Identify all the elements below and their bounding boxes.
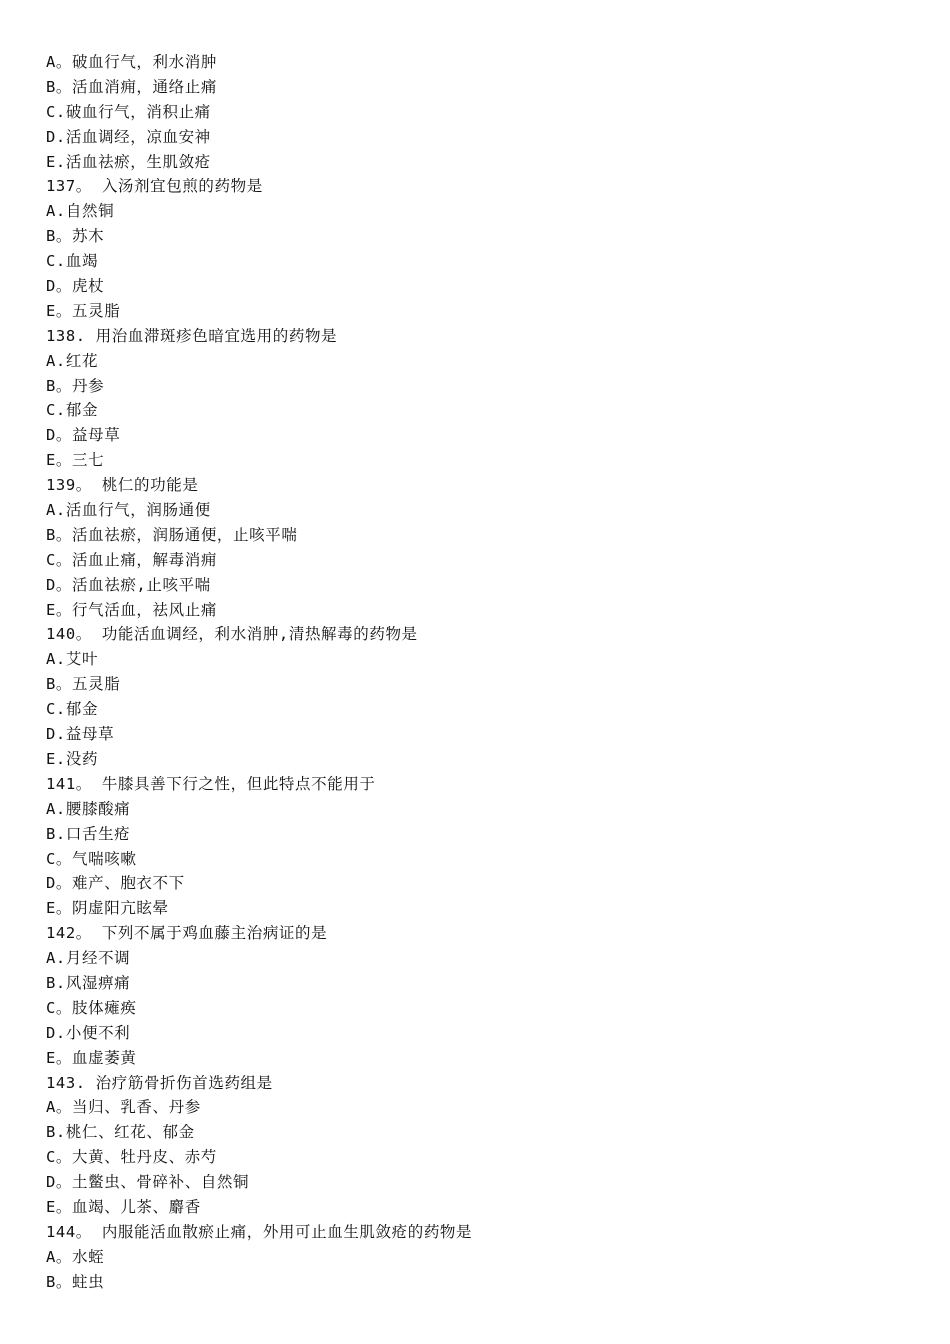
text-line: E。三七 <box>46 451 105 470</box>
text-line: B。蛀虫 <box>46 1272 105 1291</box>
text-line: C。肢体瘫痪 <box>46 998 137 1017</box>
text-line: C.郁金 <box>46 700 99 719</box>
text-line: D。土鳖虫、骨碎补、自然铜 <box>46 1173 250 1192</box>
text-line: E.没药 <box>46 749 99 768</box>
question-line: 141。 牛膝具善下行之性，但此特点不能用于 <box>46 774 376 793</box>
text-line: A.红花 <box>46 351 99 370</box>
text-line: E。阴虚阳亢眩晕 <box>46 899 169 918</box>
text-line: B.风湿痹痛 <box>46 973 131 992</box>
text-line: E。行气活血，祛风止痛 <box>46 600 217 619</box>
text-line: E。血虚萎黄 <box>46 1048 137 1067</box>
text-line: B。苏木 <box>46 227 105 246</box>
text-line: A.腰膝酸痛 <box>46 799 131 818</box>
question-line: 138. 用治血滞斑疹色暗宜选用的药物是 <box>46 326 338 345</box>
text-line: D。益母草 <box>46 426 121 445</box>
question-line: 139。 桃仁的功能是 <box>46 476 199 495</box>
text-line: B。五灵脂 <box>46 675 121 694</box>
text-line: C。活血止痛，解毒消痈 <box>46 550 217 569</box>
text-line: D.活血调经，凉血安神 <box>46 127 211 146</box>
text-line: C。气喘咳嗽 <box>46 849 137 868</box>
text-line: B。活血祛瘀，润肠通便，止咳平喘 <box>46 525 298 544</box>
text-line: C.郁金 <box>46 401 99 420</box>
text-line: A.自然铜 <box>46 202 115 221</box>
document-page <box>46 50 906 1295</box>
question-line: 140。 功能活血调经，利水消肿,清热解毒的药物是 <box>46 625 418 644</box>
text-line: B.桃仁、红花、郁金 <box>46 1123 195 1142</box>
text-line: B。活血消痈，通络止痛 <box>46 77 217 96</box>
text-line: A.月经不调 <box>46 949 131 968</box>
text-line: D。难产、胞衣不下 <box>46 874 185 893</box>
question-line: 142。 下列不属于鸡血藤主治病证的是 <box>46 924 328 943</box>
text-line: E.活血祛瘀，生肌敛疮 <box>46 152 211 171</box>
text-line: A.活血行气，润肠通便 <box>46 501 211 520</box>
text-line: B.口舌生疮 <box>46 824 131 843</box>
question-line: 137。 入汤剂宜包煎的药物是 <box>46 177 263 196</box>
text-line: D。虎杖 <box>46 277 105 296</box>
text-line: E。血竭、儿茶、麝香 <box>46 1197 201 1216</box>
text-line: A。当归、乳香、丹参 <box>46 1098 201 1117</box>
text-line: A.艾叶 <box>46 650 99 669</box>
text-line: D。活血祛瘀,止咳平喘 <box>46 575 211 594</box>
text-line: A。水蛭 <box>46 1247 105 1266</box>
question-line: 144。 内服能活血散瘀止痛，外用可止血生肌敛疮的药物是 <box>46 1222 473 1241</box>
text-line: D.益母草 <box>46 725 115 744</box>
text-line: C.血竭 <box>46 252 99 271</box>
text-line: A。破血行气，利水消肿 <box>46 53 217 71</box>
text-line: C.破血行气，消积止痛 <box>46 102 211 121</box>
text-line: D.小便不利 <box>46 1023 131 1042</box>
question-line: 143. 治疗筋骨折伤首选药组是 <box>46 1073 273 1092</box>
text-line: B。丹参 <box>46 376 105 395</box>
text-line: C。大黄、牡丹皮、赤芍 <box>46 1148 217 1167</box>
text-line: E。五灵脂 <box>46 301 121 320</box>
